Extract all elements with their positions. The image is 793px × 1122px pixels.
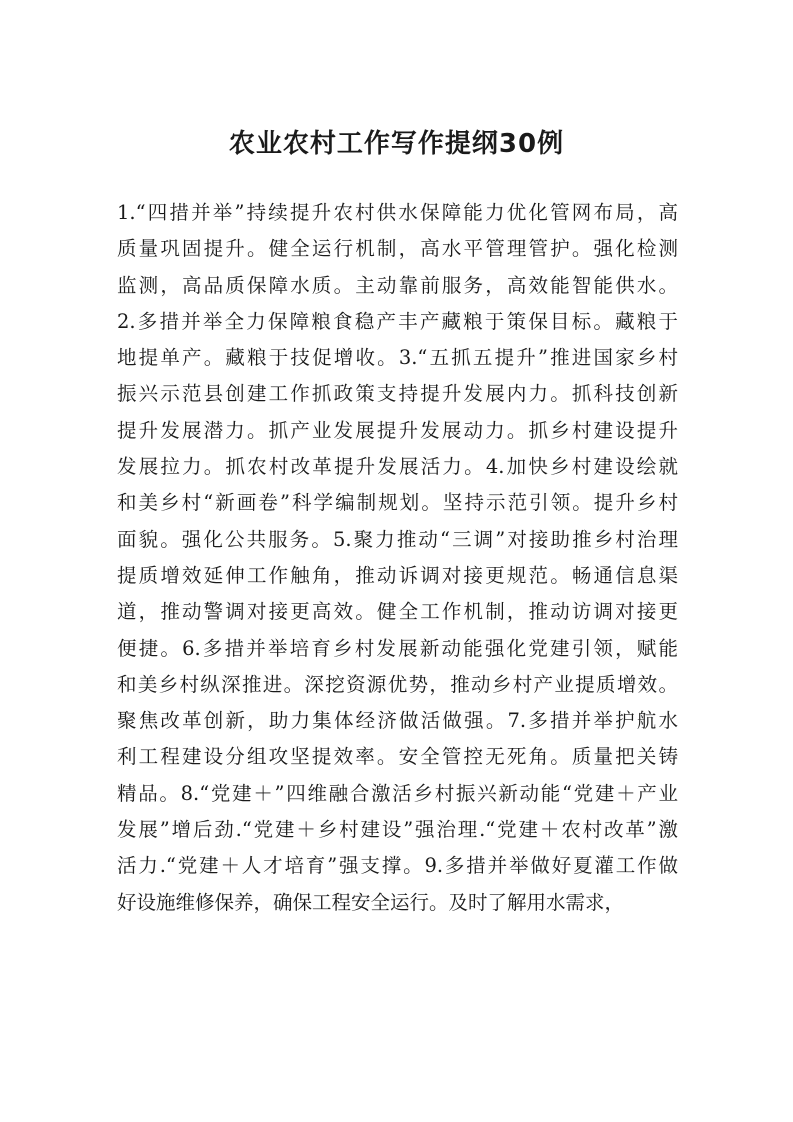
body-line-8: 发展拉力。抓农村改革提升发展活力。4.加快乡村建设绘就 [117, 455, 678, 479]
body-line-19: 活力.“党建＋人才培育”强支撑。9.多措并举做好夏灌工作做 [117, 854, 678, 878]
body-line-2: 质量巩固提升。健全运行机制，高水平管理管护。强化检测 [117, 237, 678, 261]
body-line-17: 精品。8.“党建＋”四维融合激活乡村振兴新动能“党建＋产业 [117, 781, 678, 805]
body-line-1: 1.“四措并举”持续提升农村供水保障能力优化管网布局，高 [117, 201, 678, 224]
body-line-15: 聚焦改革创新，助力集体经济做活做强。7.多措并举护航水 [117, 709, 678, 733]
body-line-3: 监测，高品质保障水质。主动靠前服务，高效能智能供水。 [117, 273, 678, 297]
body-line-12: 道，推动警调对接更高效。健全工作机制，推动访调对接更 [117, 600, 678, 624]
body-line-20: 好设施维修保养，确保工程安全运行。及时了解用水需求， [117, 890, 625, 914]
document-body [117, 195, 678, 921]
body-line-18: 发展”增后劲.“党建＋乡村建设”强治理.“党建＋农村改革”激 [117, 818, 678, 842]
body-line-16: 利工程建设分组攻坚提效率。安全管控无死角。质量把关铸 [117, 745, 678, 769]
body-line-14: 和美乡村纵深推进。深挖资源优势，推动乡村产业提质增效。 [117, 672, 678, 696]
body-line-7: 提升发展潜力。抓产业发展提升发展动力。抓乡村建设提升 [117, 418, 678, 442]
body-line-11: 提质增效延伸工作触角，推动诉调对接更规范。畅通信息渠 [117, 563, 678, 587]
body-line-5: 地提单产。藏粮于技促增收。3.“五抓五提升”推进国家乡村 [117, 346, 678, 370]
body-line-4: 2.多措并举全力保障粮食稳产丰产藏粮于策保目标。藏粮于 [117, 309, 678, 333]
body-line-9: 和美乡村“新画卷”科学编制规划。坚持示范引领。提升乡村 [117, 491, 678, 515]
body-line-6: 振兴示范县创建工作抓政策支持提升发展内力。抓科技创新 [117, 382, 678, 406]
document-title: 农业农村工作写作提纲30例 [228, 129, 565, 159]
body-line-10: 面貌。强化公共服务。5.聚力推动“三调”对接助推乡村治理 [117, 527, 678, 551]
body-line-13: 便捷。6.多措并举培育乡村发展新动能强化党建引领，赋能 [117, 636, 678, 660]
